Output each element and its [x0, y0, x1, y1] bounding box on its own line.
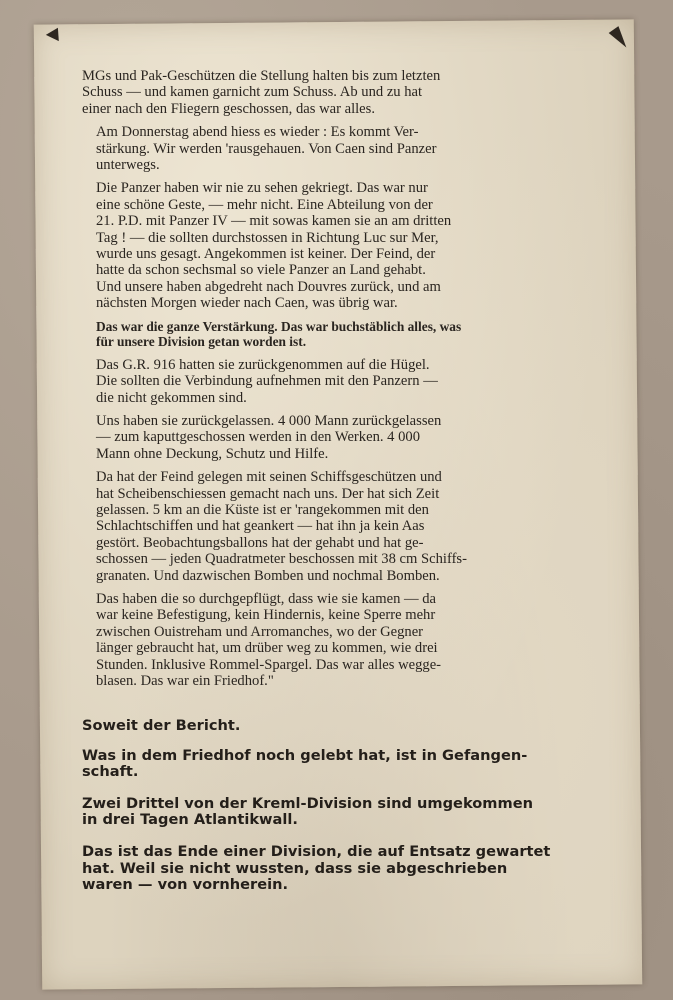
text-line: zwischen Ouistreham und Arromanches, wo der Gegner: [96, 623, 424, 640]
report-paragraph: [82, 591, 562, 689]
report-paragraph: [82, 357, 562, 406]
conclusion-section: [82, 718, 578, 909]
text-line: Die Panzer haben wir nie zu sehen gekriegt. Das war nur: [96, 180, 428, 197]
text-line: Uns haben sie zurückgelassen. 4 000 Mann zurückgelassen: [96, 412, 442, 429]
text-line: 21. P.D. mit Panzer IV — mit sowas kamen sie an am dritten: [96, 213, 452, 230]
text-line: für unsere Division getan worden ist.: [96, 333, 307, 349]
text-line: hat Scheibenschiessen gemacht nach uns. Der hat sich Zeit: [96, 485, 440, 502]
text-line: nächsten Morgen wieder nach Caen, was übrig war.: [96, 295, 398, 312]
text-line: stärkung. Wir werden 'rausgehauen. Von Caen sind Panzer: [96, 140, 437, 157]
text-line: unterwegs.: [96, 157, 160, 174]
tape-mark-top-right: [609, 26, 632, 51]
report-paragraph: [82, 319, 562, 349]
text-line: Stunden. Inklusive Rommel-Spargel. Das war alles wegge-: [96, 656, 442, 673]
text-line: Tag ! — die sollten durchstossen in Richtung Luc sur Mer,: [96, 229, 439, 246]
text-line: schossen — jeden Quadratmeter beschossen mit 38 cm Schiffs-: [96, 551, 467, 568]
report-paragraph: [82, 68, 562, 117]
text-line: Schlachtschiffen und hat geankert — hat ihn ja kein Aas: [96, 518, 425, 535]
text-line: länger gebraucht hat, um drüber weg zu kommen, wie drei: [96, 640, 438, 657]
text-line: — zum kaputtgeschossen werden in den Werken. 4 000: [96, 429, 420, 446]
text-line: einer nach den Fliegern geschossen, das war alles.: [82, 100, 375, 117]
text-line: Das war die ganze Verstärkung. Das war buchstäblich alles, was: [96, 318, 462, 334]
report-paragraph: [82, 124, 562, 173]
text-line: die nicht gekommen sind.: [96, 389, 247, 406]
text-line: Das haben die so durchgepflügt, dass wie sie kamen — da: [96, 590, 437, 607]
text-line: Das G.R. 916 hatten sie zurückgenommen auf die Hügel.: [96, 356, 430, 373]
text-line: Die sollten die Verbindung aufnehmen mit den Panzern —: [96, 373, 438, 390]
conclusion-line-3-text: Zwei Drittel von der Kreml-Division sind umgekommen in drei Tagen Atlantikwall.: [82, 794, 533, 829]
text-line: Schuss — und kamen garnicht zum Schuss. Ab und zu hat: [82, 84, 423, 101]
conclusion-line-2: [82, 748, 578, 781]
text-line: wurde uns gesagt. Angekommen ist keiner. Der Feind, der: [96, 246, 436, 263]
report-paragraph: [82, 469, 562, 584]
report-paragraph: [82, 180, 562, 311]
text-line: Und unsere haben abgedreht nach Douvres zurück, und am: [96, 278, 441, 295]
text-line: Am Donnerstag abend hiess es wieder : Es kommt Ver-: [96, 124, 419, 141]
report-paragraph: [82, 413, 562, 462]
text-line: gelassen. 5 km an die Küste ist er 'rangekommen mit den: [96, 501, 429, 518]
text-line: eine schöne Geste, — mehr nicht. Eine Abteilung von der: [96, 196, 433, 213]
report-body: [82, 68, 562, 696]
text-line: MGs und Pak-Geschützen die Stellung halten bis zum letzten: [82, 68, 441, 84]
text-line: blasen. Das war ein Friedhof.": [96, 673, 274, 689]
tape-mark-top-left: [46, 28, 64, 45]
text-line: war keine Befestigung, kein Hindernis, keine Sperre mehr: [96, 607, 436, 624]
text-line: Da hat der Feind gelegen mit seinen Schiffsgeschützen und: [96, 469, 442, 486]
conclusion-line-4: [82, 844, 578, 894]
text-line: granaten. Und dazwischen Bomben und nochmal Bomben.: [96, 567, 440, 584]
conclusion-line-2-text: Was in dem Friedhof noch gelebt hat, ist in Gefangen- schaft.: [82, 746, 528, 781]
conclusion-line-3: [82, 796, 578, 829]
text-line: Mann ohne Deckung, Schutz und Hilfe.: [96, 445, 329, 462]
text-line: gestört. Beobachtungsballons hat der gehabt und hat ge-: [96, 534, 424, 551]
conclusion-line-1: Soweit der Bericht.: [82, 717, 241, 734]
text-line: hatte da schon sechsmal so viele Panzer an Land gehabt.: [96, 262, 426, 279]
conclusion-line-4-text: Das ist das Ende einer Division, die auf Entsatz gewartet hat. Weil sie nicht wussten, dass sie abgeschrieben waren — von vornherein.: [82, 842, 551, 894]
